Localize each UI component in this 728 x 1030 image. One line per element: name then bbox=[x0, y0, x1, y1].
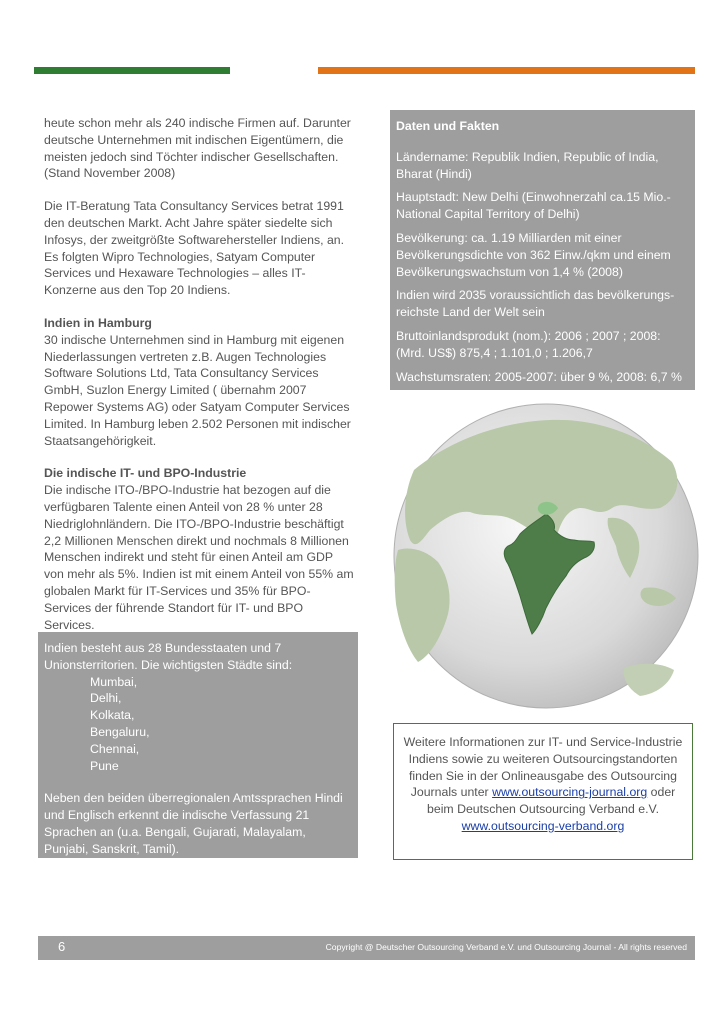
fact-item: Bevölkerung: ca. 1.19 Milliarden mit einer Bevölkerungsdichte von 362 Einw./qkm und einem Bevölkerungswachstum von 1,4 % (2008) bbox=[396, 230, 671, 279]
facts-title: Daten und Fakten bbox=[396, 119, 500, 133]
fact-item: Bruttoinlandsprodukt (nom.): 2006 ; 2007 ; 2008: (Mrd. US$) 875,4 ; 1.101,0 ; 1.206,7 bbox=[396, 328, 661, 360]
outsourcing-journal-link[interactable]: www.outsourcing-journal.org bbox=[492, 785, 648, 800]
city-item: Pune bbox=[90, 758, 119, 773]
city-item: Kolkata, bbox=[90, 708, 135, 723]
states-box bbox=[38, 632, 358, 858]
facts-box bbox=[390, 110, 695, 390]
header-orange-bar bbox=[318, 67, 695, 74]
companies-paragraph: Die IT-Beratung Tata Consultancy Services betrat 1991 den deutschen Markt. Acht Jahre später siedelte sich Infosys, der zweitgrößte Softwarehersteller Indiens, an. Es folgten Wipro Technologies, Satyam Computer Services und Hexaware Technologies – alles IT-Konzerne aus den Top 20 Indiens. bbox=[44, 199, 345, 298]
fact-item: Indien wird 2035 voraussichtlich das bevölkerungs-reichste Land der Welt sein bbox=[396, 288, 675, 320]
city-item: Chennai, bbox=[90, 741, 140, 756]
it-text: Die indische ITO-/BPO-Industrie hat bezogen auf die verfügbaren Talente einen Anteil von 28 % unter 28 Niedriglohnländern. Die ITO-/BPO-Industrie beschäftigt 2,2 Millionen Menschen direkt und nochmals 8 Millionen Menschen indirekt und steht für einen Anteil am GDP von mehr als 5%. Indien ist mit einem Anteil von 55% am globalen Markt für IT-Services und 35% für BPO-Services der führende Standort für IT- und BPO Services. bbox=[44, 483, 354, 632]
fact-item: Ländername: Republik Indien, Republic of India, Bharat (Hindi) bbox=[396, 149, 659, 181]
copyright-text: Copyright @ Deutscher Outsourcing Verband e.V. und Outsourcing Journal - All rights reserved bbox=[325, 942, 687, 952]
outsourcing-verband-link[interactable]: www.outsourcing-verband.org bbox=[461, 818, 625, 833]
city-item: Mumbai, bbox=[90, 674, 138, 689]
city-item: Bengaluru, bbox=[90, 724, 150, 739]
hamburg-section bbox=[44, 315, 356, 449]
footer-bar bbox=[38, 936, 695, 960]
it-section bbox=[44, 465, 356, 633]
city-item: Delhi, bbox=[90, 691, 122, 706]
states-intro: Indien besteht aus 28 Bundesstaaten und 7 Unionsterritorien. Die wichtigsten Städte sind: bbox=[44, 641, 293, 672]
info-text-2: oder beim Deutschen Outsourcing Verband e.V. bbox=[427, 785, 676, 817]
fact-item: Hauptstadt: New Delhi (Einwohnerzahl ca.15 Mio.- National Capital Territory of Delhi) bbox=[396, 190, 671, 222]
landmass-australia bbox=[624, 664, 674, 696]
header-green-bar bbox=[34, 67, 230, 74]
india-globe-map bbox=[390, 400, 702, 712]
info-text-1: Weitere Informationen zur IT- und Service-Industrie Indiens sowie zu weiteren Outsourcingstandorten finden Sie in der Onlineausgabe des Outsourcing Journals unter bbox=[403, 735, 683, 800]
it-heading: Die indische IT- und BPO-Industrie bbox=[44, 466, 247, 481]
hamburg-heading: Indien in Hamburg bbox=[44, 315, 152, 330]
page-number: 6 bbox=[58, 939, 66, 954]
hamburg-text: 30 indische Unternehmen sind in Hamburg mit eigenen Niederlassungen vertreten z.B. Augen Technologies Software Solutions Ltd, Tata Consultancy Services GmbH, Suzlon Energy Limited ( übernahm 2007 Repower Systems AG) oder Satyam Computer Services Limited. In Hamburg leben 2.502 Personen mit indischer Staatsangehörigkeit. bbox=[44, 332, 351, 448]
info-box bbox=[393, 723, 693, 860]
left-column bbox=[44, 115, 356, 633]
intro-paragraph: heute schon mehr als 240 indische Firmen auf. Darunter deutsche Unternehmen mit indischen Eigentümern, die meisten jedoch sind Töchter indischer Gesellschaften. (Stand November 2008) bbox=[44, 116, 351, 181]
languages-text: Neben den beiden überregionalen Amtssprachen Hindi und Englisch erkennt die indische Verfassung 21 Sprachen an (u.a. Bengali, Gujarati, Malayalam, Punjabi, Sanskrit, Tamil). bbox=[44, 791, 343, 856]
fact-item: Wachstumsraten: 2005-2007: über 9 %, 2008: 6,7 % bbox=[396, 369, 682, 384]
spacer bbox=[44, 774, 352, 790]
